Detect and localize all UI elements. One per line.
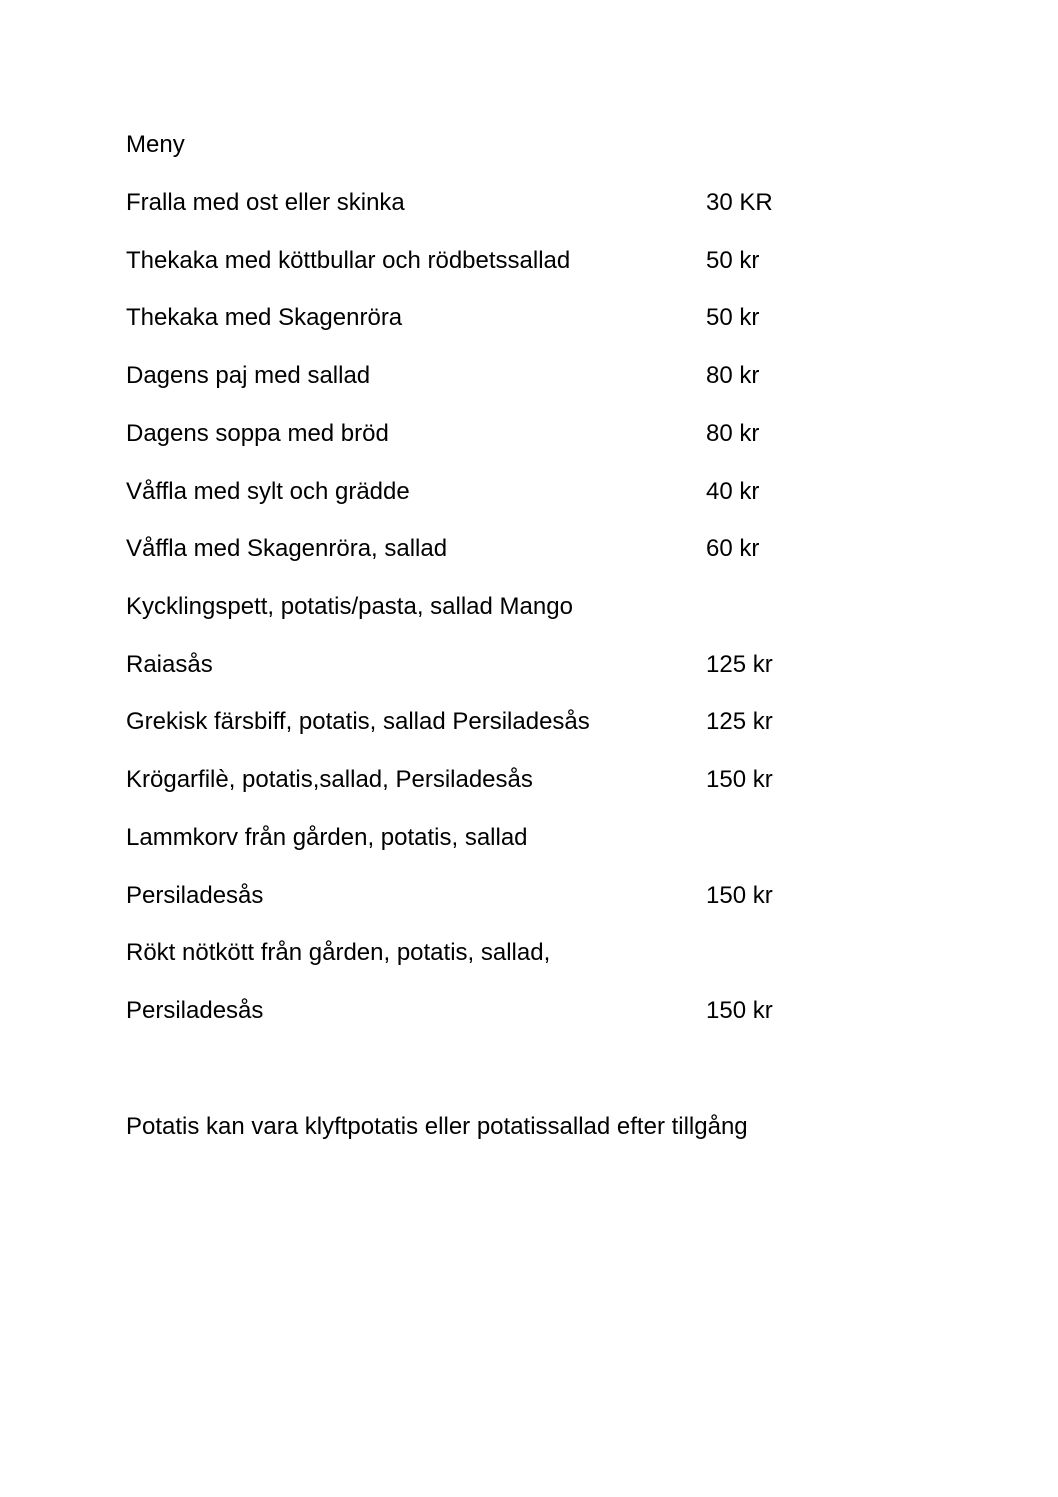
menu-item-price: 50 kr: [706, 304, 760, 331]
menu-item-price: 150 kr: [706, 766, 773, 793]
menu-item-price: 60 kr: [706, 535, 760, 562]
menu-row: [126, 361, 759, 391]
menu-item-name: Dagens soppa med bröd: [126, 420, 389, 447]
menu-item-name: Rökt nötkött från gården, potatis, sallad,: [126, 939, 551, 966]
menu-item-name: Krögarfilè, potatis,sallad, Persiladesås: [126, 766, 533, 793]
menu-item-price: 125 kr: [706, 708, 773, 735]
menu-item-name: Dagens paj med sallad: [126, 362, 371, 389]
menu-row: [126, 592, 706, 622]
menu-item-name: Fralla med ost eller skinka: [126, 189, 405, 216]
menu-row: [126, 707, 773, 737]
menu-row: [126, 765, 773, 795]
menu-row: [126, 996, 773, 1026]
menu-item-name: Thekaka med Skagenröra: [126, 304, 403, 331]
menu-item-name: Grekisk färsbiff, potatis, sallad Persiladesås: [126, 708, 590, 735]
menu-item-price: 150 kr: [706, 882, 773, 909]
menu-row: [126, 188, 773, 218]
menu-row: [126, 246, 759, 276]
menu-row: [126, 823, 706, 853]
menu-item-name: Lammkorv från gården, potatis, sallad: [126, 824, 528, 851]
menu-item-price: 30 KR: [706, 189, 773, 216]
menu-row: [126, 419, 759, 449]
menu-item-name: Persiladesås: [126, 882, 264, 909]
menu-item-name: Thekaka med köttbullar och rödbetssallad: [126, 247, 571, 274]
menu-row: [126, 650, 773, 680]
menu-row: [126, 881, 773, 911]
menu-item-price: 80 kr: [706, 420, 760, 447]
menu-item-price: 150 kr: [706, 997, 773, 1024]
menu-item-price: 50 kr: [706, 247, 760, 274]
menu-item-price: 80 kr: [706, 362, 760, 389]
menu-item-name: Persiladesås: [126, 997, 264, 1024]
menu-row: [126, 534, 759, 564]
menu-row: [126, 303, 759, 333]
menu-item-name: Våffla med sylt och grädde: [126, 478, 410, 505]
menu-row: [126, 477, 759, 507]
menu-item-price: 40 kr: [706, 478, 760, 505]
menu-item-name: Våffla med Skagenröra, sallad: [126, 535, 448, 562]
menu-row: [126, 938, 706, 968]
menu-item-name: Kycklingspett, potatis/pasta, sallad Mango: [126, 593, 573, 620]
menu-note: Potatis kan vara klyftpotatis eller potatissallad efter tillgång: [126, 1113, 748, 1140]
menu-item-name: Raiasås: [126, 651, 213, 678]
menu-title: Meny: [126, 131, 185, 158]
menu-item-price: 125 kr: [706, 651, 773, 678]
